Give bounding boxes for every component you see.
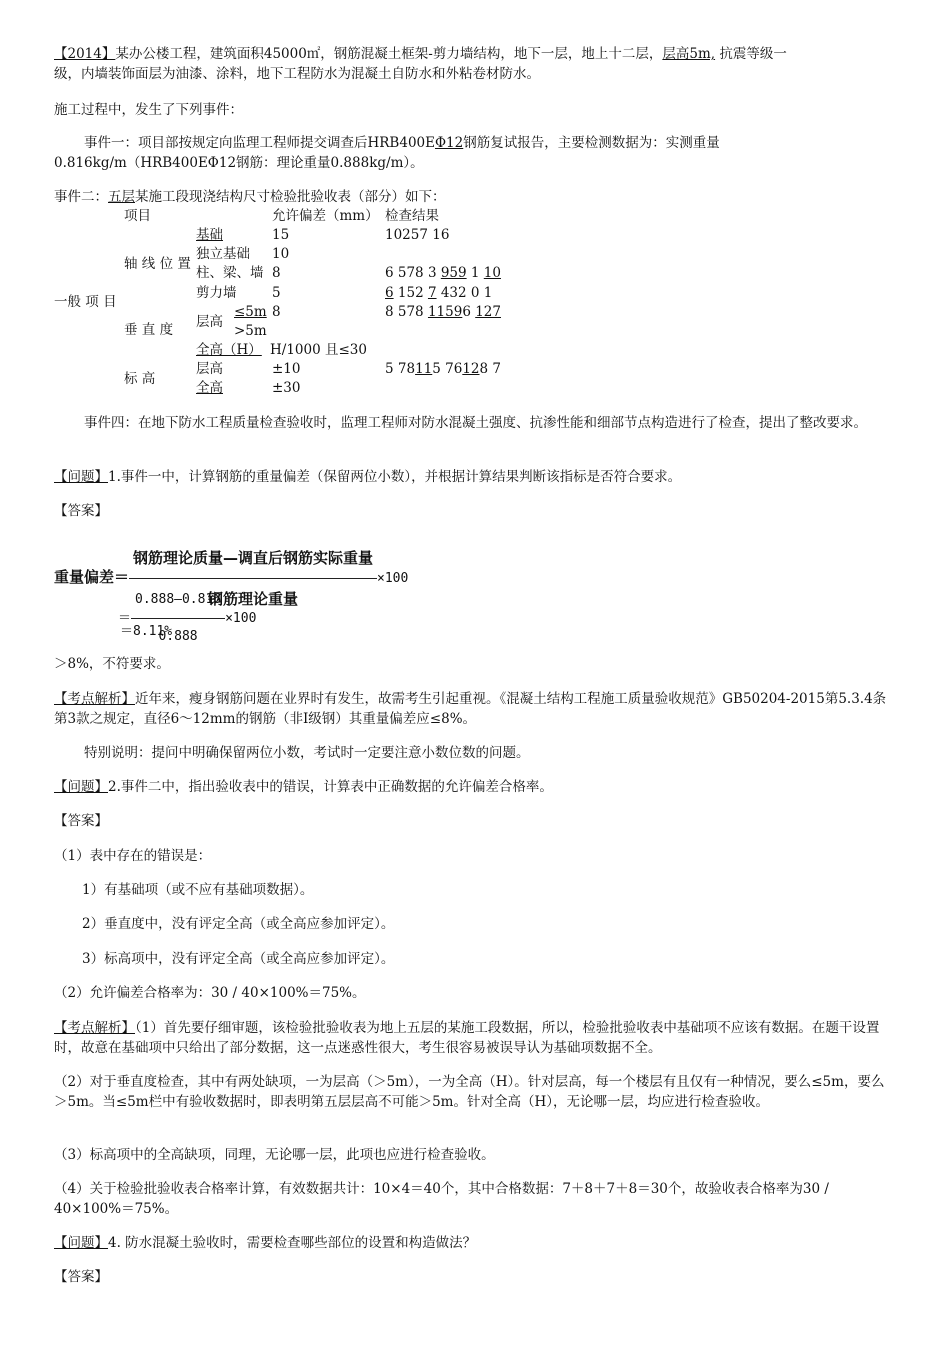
process-line: 施工过程中，发生了下列事件： xyxy=(54,102,243,118)
row4-results: 6 152 7 432 0 1 xyxy=(385,285,493,301)
row-isolated-foundation-sub: 独立基础 xyxy=(196,246,250,262)
row-story-height-sub: 层高 xyxy=(196,314,223,330)
answer2-item3: 3）标高项中，没有评定全高（或全高应参加评定）。 xyxy=(82,951,395,967)
intro-paragraph: 【2014】某办公楼工程，建筑面积45000㎡，钢筋混凝土框架-剪力墙结构，地下一层，地上十二层，层高5m, 抗震等级一 级，内墙装饰面层为油漆、涂料，地下工程防水为混凝土自防水和外粘卷材防水。 xyxy=(54,46,787,82)
analysis-2-p3: （3）标高项中的全高缺项，同理，无论哪一层，此项也应进行检查验收。 xyxy=(54,1147,495,1163)
answer-label-2: 【答案】 xyxy=(54,813,108,829)
th-item: 项目 xyxy=(124,208,151,224)
analysis-2-p4: （4）关于检验批验收表合格率计算，有效数据共计：10×4＝40个，其中合格数据：7＋8＋7＋8＝30个，故验收表合格率为30 / 40×100%＝75%。 xyxy=(54,1181,829,1217)
answer2-item2: 2）垂直度中，没有评定全高（或全高应参加评定）。 xyxy=(82,916,395,932)
event2-heading: 事件二：五层某施工段现浇结构尺寸检验批验收表（部分）如下： xyxy=(54,189,446,205)
row5-results: 8 578 11596 127 xyxy=(385,304,501,320)
row-elevation-total-sub: 全高 xyxy=(196,380,223,396)
row-shear-wall-sub: 剪力墙 xyxy=(196,285,237,301)
analysis-2-p1: 【考点解析】（1）首先要仔细审题，该检验批验收表为地上五层的某施工段数据，所以，检验批验收表中基础项不应该有数据。在题干设置时，故意在基础项中只给出了部分数据，这一点迷惑性很大，考生很容易被误导认为基础项数据不全。 xyxy=(54,1020,880,1056)
answer2-item1: 1）有基础项（或不应有基础项数据）。 xyxy=(82,882,314,898)
answer2-part2: （2）允许偏差合格率为：30 / 40×100%＝75%。 xyxy=(54,985,366,1001)
th-tolerance: 允许偏差（mm） xyxy=(272,208,379,224)
th-result: 检查结果 xyxy=(385,208,439,224)
question-1: 【问题】1.事件一中，计算钢筋的重量偏差（保留两位小数），并根据计算结果判断该指标是否符合要求。 xyxy=(54,469,682,485)
answer2-part1: （1）表中存在的错误是： xyxy=(54,848,212,864)
verticality-label: 垂 直 度 xyxy=(124,322,174,338)
event1-paragraph: 事件一：项目部按规定向监理工程师提交调查后HRB400EΦ12钢筋复试报告，主要检测数据为：实测重量 0.816kg/m（HRB400EΦ12钢筋：理论重量0.888kg/m）。 xyxy=(54,135,720,171)
year-tag: 【2014】 xyxy=(54,46,116,62)
formula-result: ＝8.11% xyxy=(120,624,173,639)
row-foundation-sub: 基础 xyxy=(196,227,223,243)
general-items-label: 一般 项 目 xyxy=(54,294,117,310)
question-2: 【问题】2.事件二中，指出验收表中的错误，计算表中正确数据的允许偏差合格率。 xyxy=(54,779,553,795)
elevation-label: 标 高 xyxy=(124,371,156,387)
row-total-height-sub: 全高（H） xyxy=(196,342,262,358)
row-column-beam-wall-sub: 柱、梁、墙 xyxy=(196,265,264,281)
event4-paragraph: 事件四：在地下防水工程质量检查验收时，监理工程师对防水混凝土强度、抗渗性能和细部节点构造进行了检查，提出了整改要求。 xyxy=(84,415,867,431)
question-4: 【问题】4. 防水混凝土验收时，需要检查哪些部位的设置和构造做法？ xyxy=(54,1235,477,1251)
axis-position-label: 轴 线 位 置 xyxy=(124,256,191,272)
row-elevation-story-sub: 层高 xyxy=(196,361,223,377)
answer-label-4: 【答案】 xyxy=(54,1269,108,1285)
analysis-2-p2: （2）对于垂直度检查，其中有两处缺项，一为层高（＞5m），一为全高（H）。针对层高，每一个楼层有且仅有一种情况，要么≤5m，要么＞5m。当≤5m栏中有验收数据时，即表明第五层层高不可能＞5m。针对全高（H），无论哪一层，均应进行检查验收。 xyxy=(54,1074,885,1110)
row3-results: 6 578 3 959 1 10 xyxy=(385,265,501,281)
conclusion: ＞8%，不符要求。 xyxy=(54,656,170,672)
row7-results: 5 78115 76128 7 xyxy=(385,361,501,377)
floor-height: 层高5m, xyxy=(662,46,716,62)
special-note: 特别说明：提问中明确保留两位小数，考试时一定要注意小数位数的问题。 xyxy=(84,745,530,761)
analysis-1: 【考点解析】近年来，瘦身钢筋问题在业界时有发生，故需考生引起重视。《混凝土结构工程施工质量验收规范》GB50204-2015第5.3.4条第3款之规定，直径6～12mm的钢筋（非I级钢）其重量偏差应≤8%。 xyxy=(54,691,887,727)
answer-label-1: 【答案】 xyxy=(54,503,108,519)
